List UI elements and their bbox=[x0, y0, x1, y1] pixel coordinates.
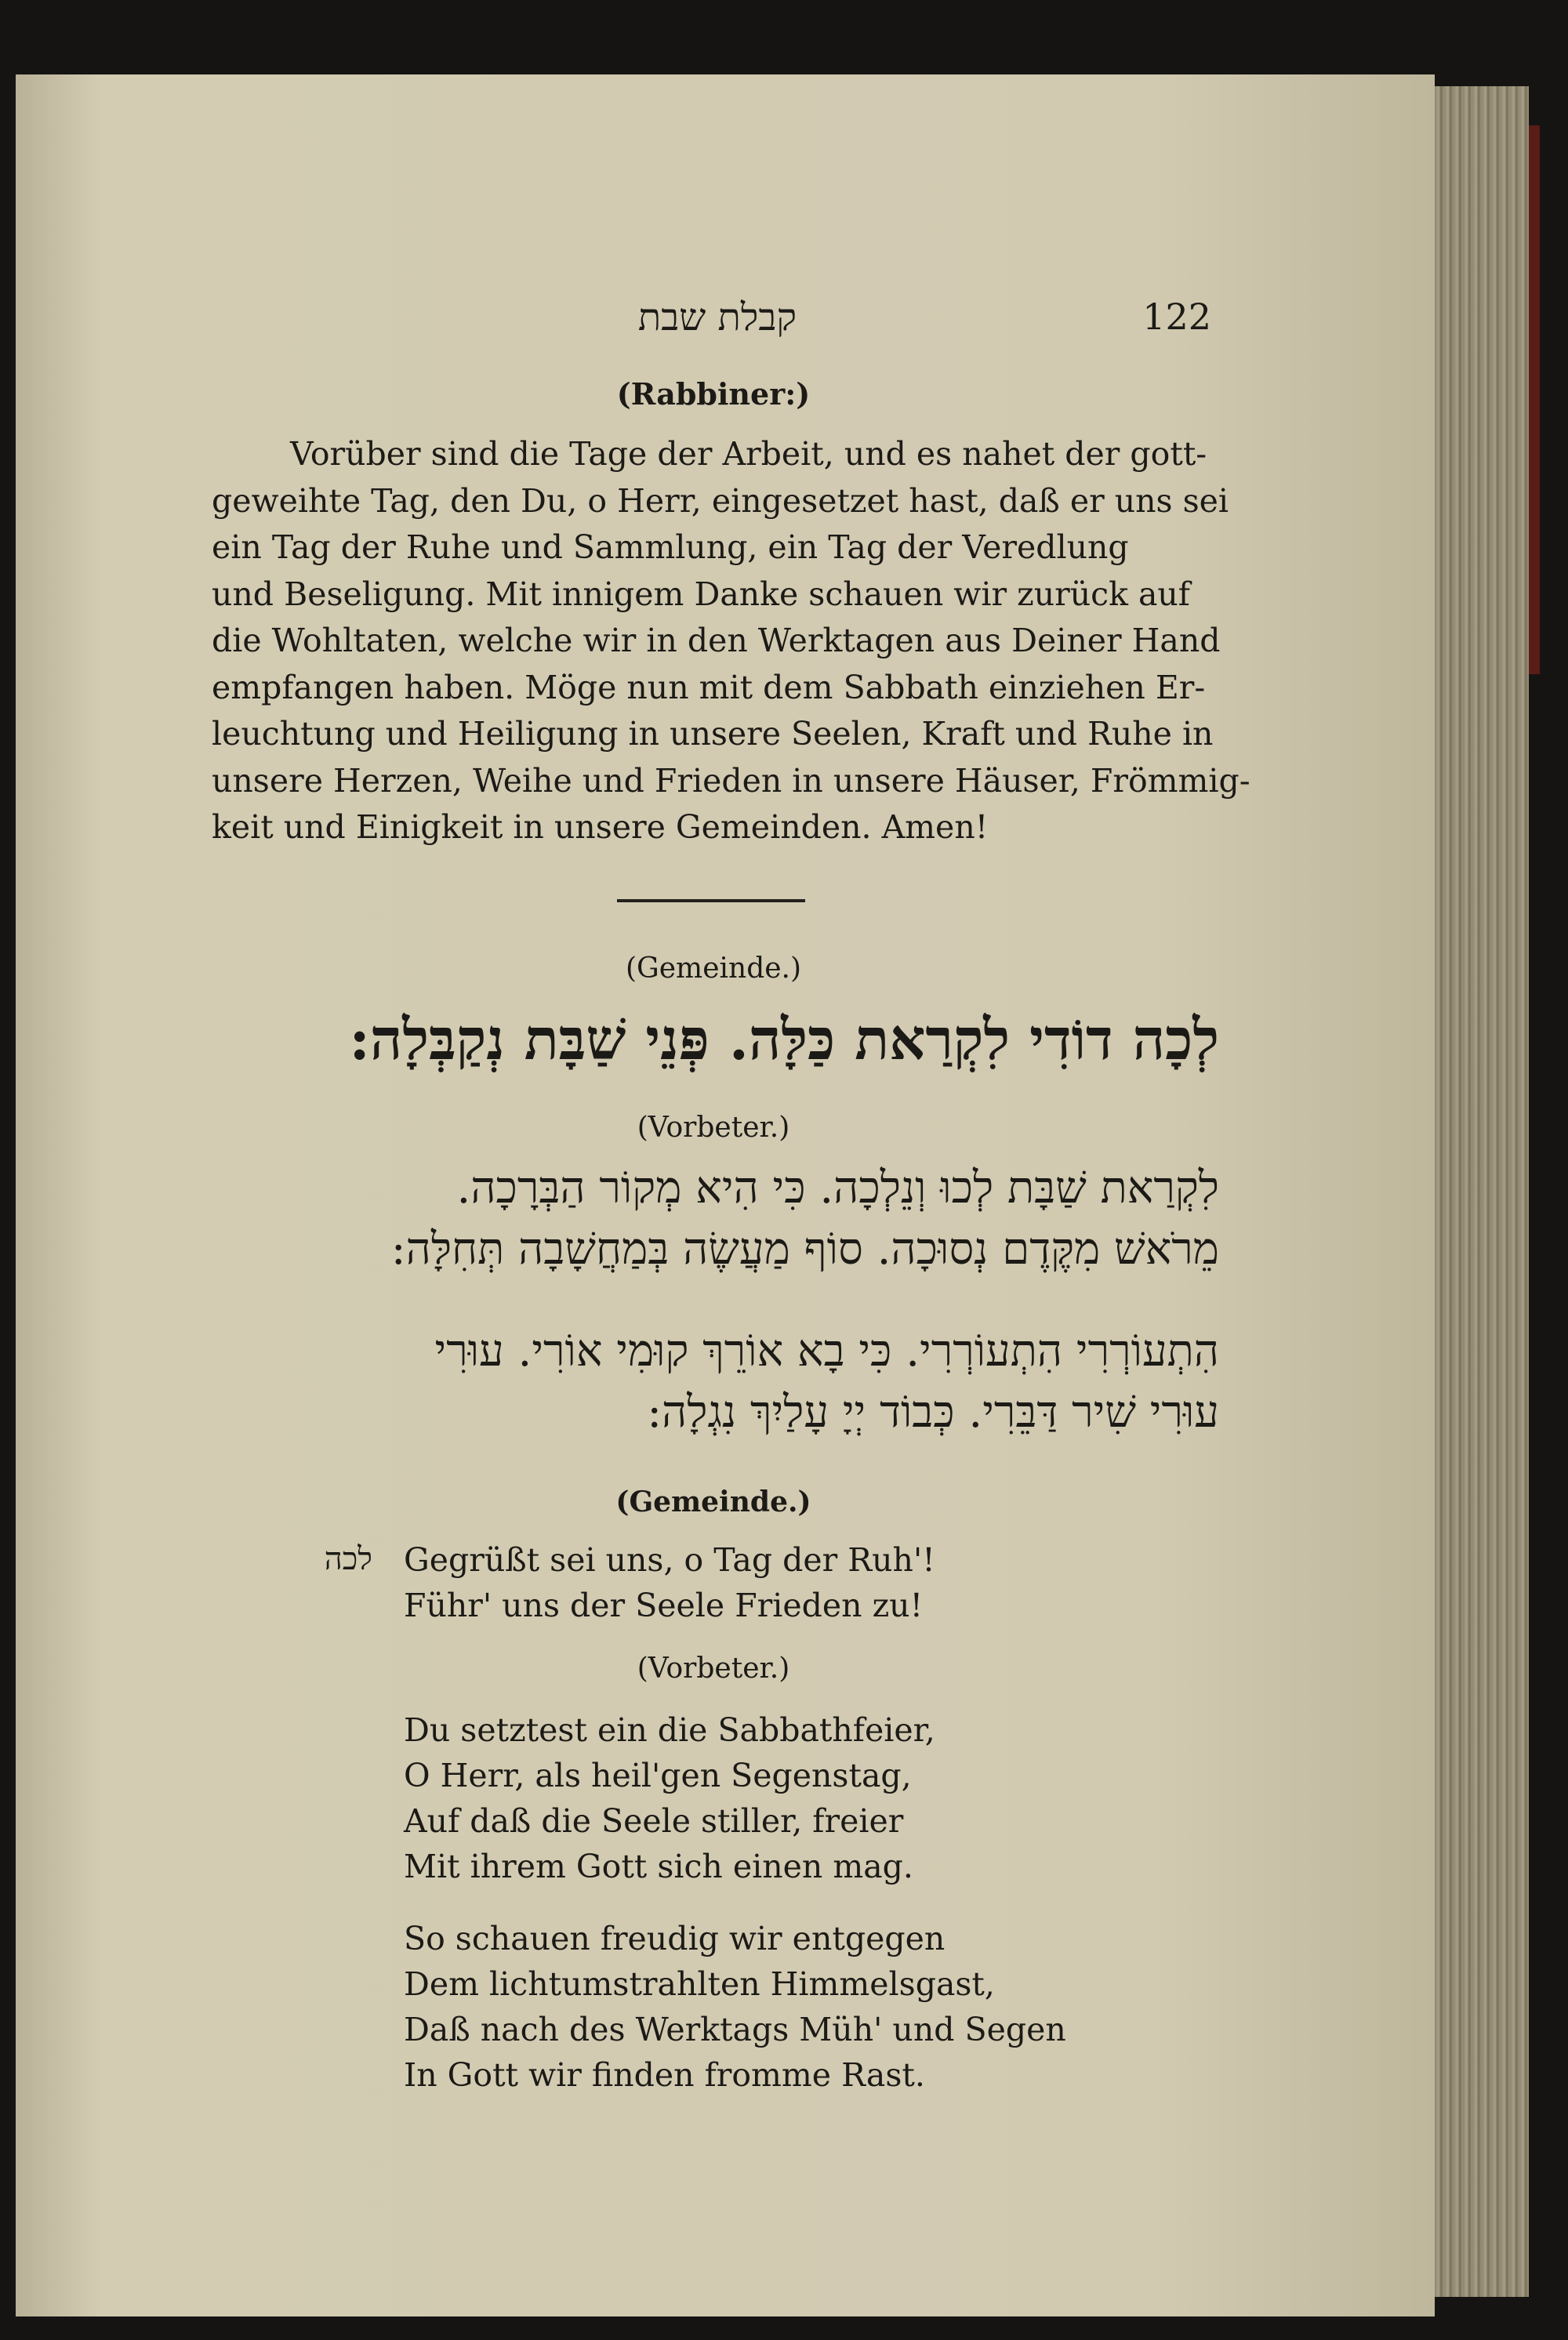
hebrew-verse-line: לִקְרַאת שַׁבָּת לְכוּ וְנֵלְכָה. כִּי הִיא מְקוֹר הַבְּרָכָה. bbox=[456, 1163, 1219, 1214]
verse-line: Mit ihrem Gott sich einen mag. bbox=[404, 1848, 913, 1885]
verse-line: Auf daß die Seele stiller, freier bbox=[404, 1802, 904, 1840]
german-stanza-1 bbox=[404, 1537, 1188, 1628]
prose-line: die Wohltaten, welche wir in den Werktagen aus Deiner Hand bbox=[212, 622, 1221, 659]
prose-line: keit und Einigkeit in unsere Gemeinden. Amen! bbox=[212, 808, 989, 846]
prose-line: empfangen haben. Möge nun mit dem Sabbath einziehen Er- bbox=[212, 668, 1206, 706]
prose-line: ein Tag der Ruhe und Sammlung, ein Tag der Veredlung bbox=[212, 528, 1129, 566]
lecha-dodi-refrain: לְכָה דוֹדִי לִקְרַאת כַּלָּה. פְּנֵי שַׁבָּת נְקַבְּלָה: bbox=[349, 1006, 1219, 1072]
prose-line: unsere Herzen, Weihe und Frieden in unsere Häuser, Frömmig- bbox=[212, 761, 1250, 800]
prose-line: Vorüber sind die Tage der Arbeit, und es nahet der gott- bbox=[290, 435, 1207, 473]
rabbi-prose bbox=[212, 431, 1250, 851]
german-stanza-2 bbox=[404, 1707, 1188, 1889]
verse-line: Gegrüßt sei uns, o Tag der Ruh'! bbox=[404, 1541, 935, 1579]
book-page bbox=[16, 74, 1435, 2316]
hebrew-stanza-1 bbox=[212, 1164, 1219, 1274]
cantor-rubric: (Vorbeter.) bbox=[637, 1112, 790, 1144]
running-head-title: קבלת שבת bbox=[637, 296, 797, 339]
verse-line: Dem lichtumstrahlten Himmelsgast, bbox=[404, 1965, 995, 2003]
verse-line: Du setztest ein die Sabbathfeier, bbox=[404, 1711, 935, 1749]
congregation-rubric: (Gemeinde.) bbox=[625, 952, 802, 985]
section-divider bbox=[617, 899, 805, 902]
congregation-rubric-german: (Gemeinde.) bbox=[615, 1486, 811, 1518]
cantor-rubric-german: (Vorbeter.) bbox=[637, 1653, 790, 1685]
hebrew-stanza-2 bbox=[212, 1327, 1219, 1437]
page-edges bbox=[1435, 86, 1529, 2297]
german-stanza-3 bbox=[404, 1916, 1188, 2098]
margin-label: לכה bbox=[324, 1541, 372, 1577]
red-page-edge bbox=[1529, 125, 1540, 674]
hebrew-verse-line: הִתְעוֹרְרִי הִתְעוֹרְרִי. כִּי בָא אוֹרֵךְ קוּמִי אוֹרִי. עוּרִי bbox=[434, 1326, 1219, 1377]
hebrew-verse-line: מֵרֹאשׁ מִקֶּדֶם נְסוּכָה. סוֹף מַעֲשֶׂה בְּמַחֲשָׁבָה תְּחִלָּה: bbox=[390, 1224, 1219, 1275]
prose-line: geweihte Tag, den Du, o Herr, eingesetzet hast, daß er uns sei bbox=[212, 481, 1229, 520]
verse-line: Daß nach des Werktags Müh' und Segen bbox=[404, 2011, 1066, 2048]
verse-line: Führ' uns der Seele Frieden zu! bbox=[404, 1587, 924, 1624]
verse-line: In Gott wir finden fromme Rast. bbox=[404, 2056, 925, 2094]
rabbi-rubric: (Rabbiner:) bbox=[616, 376, 811, 412]
prose-line: leuchtung und Heiligung in unsere Seelen, Kraft und Ruhe in bbox=[212, 715, 1214, 753]
prose-line: und Beseligung. Mit innigem Danke schauen wir zurück auf bbox=[212, 575, 1190, 613]
verse-line: O Herr, als heil'gen Segenstag, bbox=[404, 1757, 912, 1794]
hebrew-verse-line: עוּרִי שִׁיר דַּבֵּרִי. כְּבוֹד יְיָ עָלַיִךְ נִגְלָה: bbox=[647, 1387, 1219, 1438]
verse-line: So schauen freudig wir entgegen bbox=[404, 1920, 946, 1957]
page-number: 122 bbox=[1142, 296, 1211, 338]
